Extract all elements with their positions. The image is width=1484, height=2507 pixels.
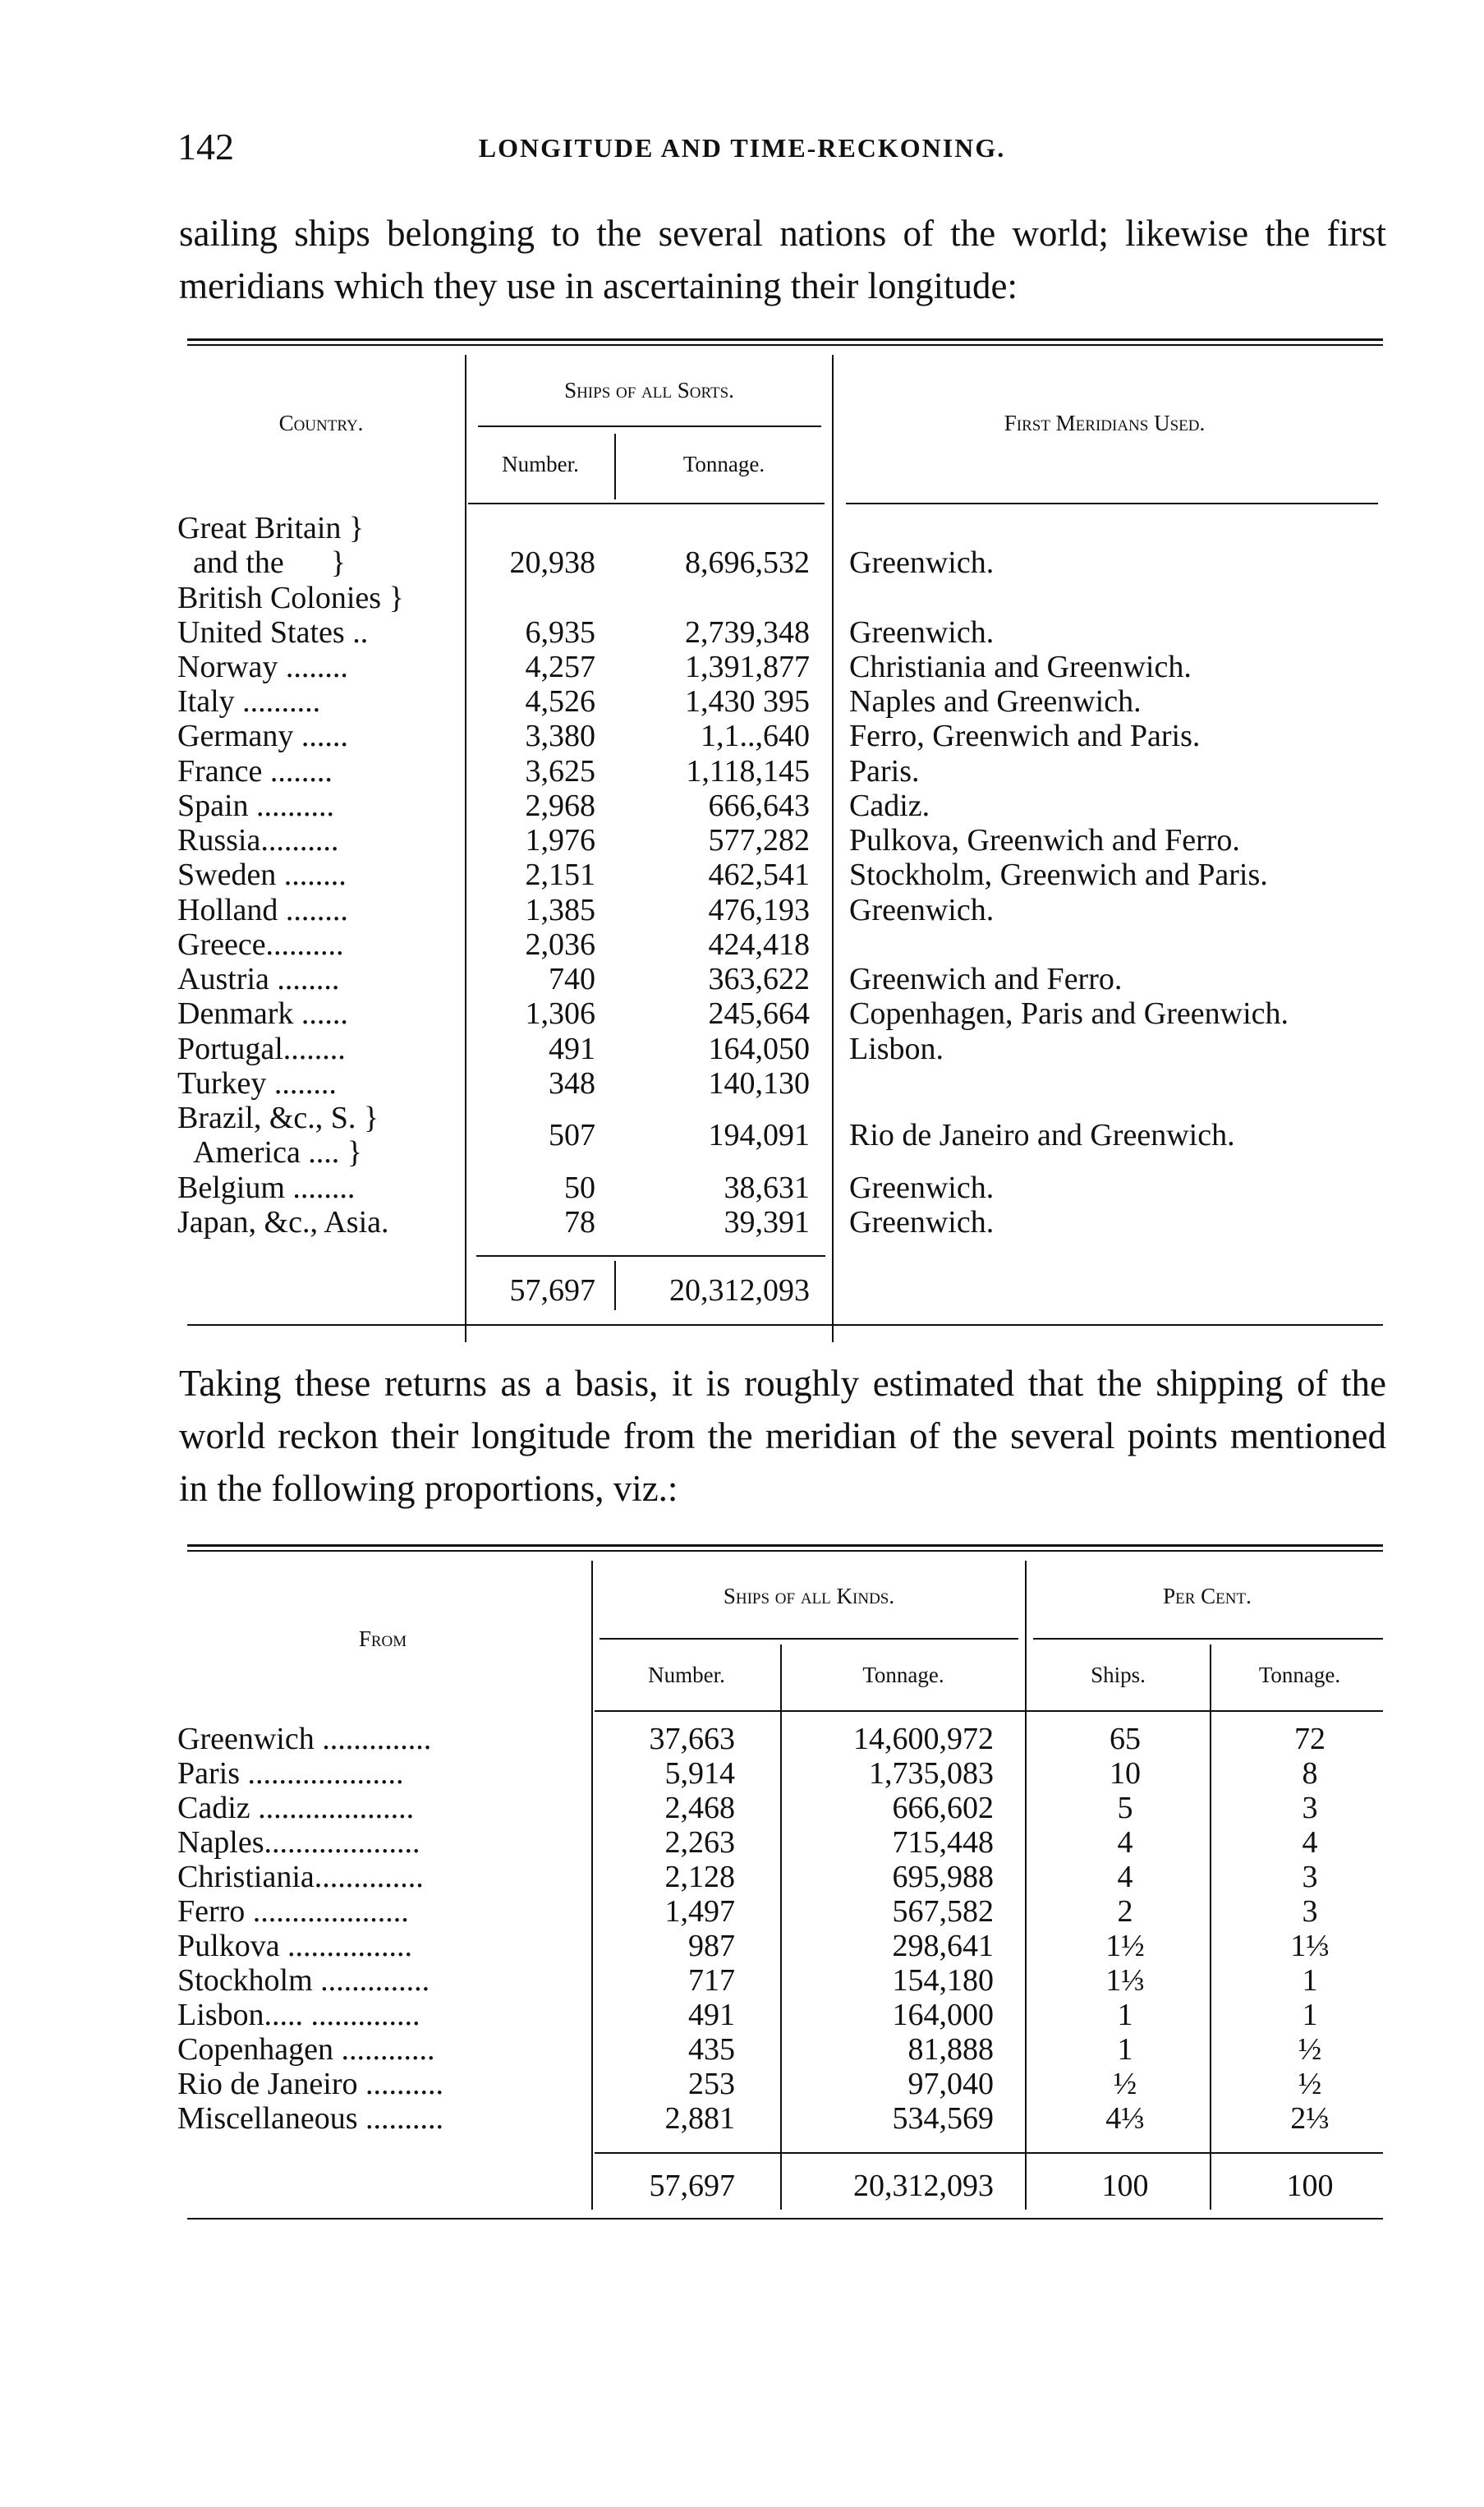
tonnage-pct-cell: 3 — [1302, 1860, 1318, 1894]
table2-total-rule — [595, 2152, 1383, 2154]
header-tonnage: Tonnage. — [682, 452, 765, 476]
header-per-cent: Per Cent. — [1163, 1584, 1252, 1608]
ships-pct-cell: 10 — [1110, 1756, 1141, 1791]
table2-top-rule — [187, 1544, 1383, 1547]
tonnage-cell: 194,091 — [708, 1118, 810, 1152]
number-cell: 4,526 — [525, 684, 595, 719]
country-cell: Norway ........ — [177, 650, 348, 684]
total-tonnage: 20,312,093 — [669, 1273, 810, 1308]
meridian-cell: Greenwich. — [849, 615, 995, 650]
ships-pct-cell: 1⅓ — [1105, 1963, 1145, 1998]
tonnage-cell: 666,602 — [892, 1791, 994, 1825]
ships-pct-cell: 4⅓ — [1105, 2101, 1145, 2136]
tonnage-cell: 298,641 — [892, 1929, 994, 1963]
table2-top-rule-thin — [187, 1550, 1383, 1552]
table1-vrule-2 — [832, 355, 834, 1342]
tonnage-cell: 666,643 — [708, 789, 810, 823]
header-tonnage-pct: Tonnage. — [1258, 1663, 1341, 1687]
header-first-meridians: First Meridians Used. — [1004, 411, 1206, 435]
country-cell: Holland ........ — [177, 893, 348, 927]
meridian-cell: Ferro, Greenwich and Paris. — [849, 719, 1201, 753]
tonnage-cell: 164,000 — [892, 1998, 994, 2032]
tonnage-cell: 1,735,083 — [869, 1756, 994, 1791]
tonnage-cell: 140,130 — [708, 1066, 810, 1101]
from-cell: Miscellaneous .......... — [177, 2101, 444, 2136]
ships-pct-cell: 65 — [1110, 1722, 1141, 1756]
header-number: Number. — [648, 1663, 725, 1687]
number-cell: 987 — [688, 1929, 735, 1963]
ships-pct-cell: 4 — [1117, 1825, 1133, 1860]
number-cell: 2,468 — [664, 1791, 735, 1825]
meridian-cell: Lisbon. — [849, 1032, 944, 1066]
from-cell: Greenwich .............. — [177, 1722, 432, 1756]
ships-pct-cell: 1 — [1117, 2032, 1133, 2067]
table1-total-rule — [476, 1255, 825, 1257]
number-cell: 717 — [688, 1963, 735, 1998]
tonnage-cell: 715,448 — [892, 1825, 994, 1860]
ships-pct-cell: 1 — [1117, 1998, 1133, 2032]
intro-paragraph: sailing ships belonging to the several nations of the world; likewise the first meridians which they use in ascertaining their longitude: — [179, 213, 1386, 306]
header-ships-all-sorts: Ships of all Sorts. — [564, 378, 734, 402]
ships-pct-cell: 2 — [1117, 1894, 1133, 1929]
table1-group-rule — [478, 426, 821, 427]
tonnage-cell: 567,582 — [892, 1894, 994, 1929]
tonnage-pct-cell: 3 — [1302, 1894, 1318, 1929]
tonnage-cell: 695,988 — [892, 1860, 994, 1894]
from-cell: Ferro .................... — [177, 1894, 409, 1929]
header-ships-pct: Ships. — [1091, 1663, 1146, 1687]
tonnage-pct-cell: 4 — [1302, 1825, 1318, 1860]
number-cell: 740 — [549, 962, 595, 996]
country-cell: France ........ — [177, 754, 333, 789]
tonnage-pct-cell: ½ — [1298, 2032, 1322, 2067]
number-cell: 5,914 — [664, 1756, 735, 1791]
tonnage-pct-cell: 2⅓ — [1290, 2101, 1330, 2136]
country-cell: Russia.......... — [177, 823, 339, 858]
table2-vrule-3 — [780, 1644, 782, 2210]
table1-top-rule — [187, 338, 1383, 341]
table1-head-rule-b — [846, 503, 1378, 504]
number-cell: 78 — [564, 1205, 595, 1240]
table2-head-rule — [595, 1710, 1383, 1712]
table1-top-rule-thin — [187, 344, 1383, 346]
tonnage-pct-cell: 72 — [1294, 1722, 1325, 1756]
tonnage-cell: 476,193 — [708, 893, 810, 927]
header-tonnage: Tonnage. — [862, 1663, 944, 1687]
meridian-cell: Christiania and Greenwich. — [849, 650, 1192, 684]
total-ships-pct: 100 — [1101, 2169, 1149, 2203]
from-cell: Lisbon..... .............. — [177, 1998, 420, 2032]
number-cell: 2,128 — [664, 1860, 735, 1894]
number-cell: 20,938 — [509, 545, 595, 580]
from-cell: Pulkova ................ — [177, 1929, 413, 1963]
meridian-cell: Greenwich. — [849, 545, 995, 580]
tonnage-pct-cell: ½ — [1298, 2067, 1322, 2101]
page-number: 142 — [177, 126, 234, 168]
tonnage-cell: 164,050 — [708, 1032, 810, 1066]
country-cell: Denmark ...... — [177, 996, 348, 1031]
table1-head-rule-a — [468, 503, 825, 504]
number-cell: 2,968 — [525, 789, 595, 823]
ships-pct-cell: 1½ — [1105, 1929, 1145, 1963]
number-cell: 37,663 — [649, 1722, 735, 1756]
country-cell: Belgium ........ — [177, 1171, 356, 1205]
from-cell: Christiania.............. — [177, 1860, 424, 1894]
number-cell: 1,497 — [664, 1894, 735, 1929]
meridian-cell: Greenwich and Ferro. — [849, 962, 1123, 996]
table2-bottom-rule — [187, 2218, 1383, 2220]
number-cell: 491 — [688, 1998, 735, 2032]
running-head: LONGITUDE AND TIME-RECKONING. — [478, 133, 1006, 163]
tonnage-cell: 1,118,145 — [686, 754, 810, 789]
meridian-cell: Pulkova, Greenwich and Ferro. — [849, 823, 1240, 858]
number-cell: 3,625 — [525, 754, 595, 789]
total-number: 57,697 — [509, 1273, 595, 1308]
tonnage-cell: 154,180 — [892, 1963, 994, 1998]
ships-pct-cell: 4 — [1117, 1860, 1133, 1894]
middle-paragraph: Taking these returns as a basis, it is roughly estimated that the shipping of the world reckon their longitude from the meridian of the several points mentioned in the following proportions, viz.: — [179, 1363, 1386, 1509]
tonnage-cell: 39,391 — [724, 1205, 810, 1240]
number-cell: 1,976 — [525, 823, 595, 858]
tonnage-cell: 462,541 — [708, 858, 810, 892]
tonnage-cell: 534,569 — [892, 2101, 994, 2136]
number-cell: 253 — [688, 2067, 735, 2101]
country-cell: Turkey ........ — [177, 1066, 337, 1101]
header-ships-all-kinds: Ships of all Kinds. — [723, 1584, 895, 1608]
number-cell: 6,935 — [525, 615, 595, 650]
country-cell: Greece.......... — [177, 927, 344, 962]
tonnage-pct-cell: 1 — [1302, 1963, 1318, 1998]
number-cell: 4,257 — [525, 650, 595, 684]
table2-group-rule-a — [600, 1638, 1018, 1640]
meridian-cell: Greenwich. — [849, 1205, 995, 1240]
country-cell: Brazil, &c., S. } America .... } — [177, 1101, 379, 1171]
country-cell: Great Britain } and the } British Colonies } — [177, 511, 404, 615]
header-number: Number. — [502, 452, 579, 476]
number-cell: 3,380 — [525, 719, 595, 753]
meridian-cell: Greenwich. — [849, 1171, 995, 1205]
tonnage-cell: 14,600,972 — [853, 1722, 994, 1756]
tonnage-cell: 424,418 — [708, 927, 810, 962]
tonnage-cell: 363,622 — [708, 962, 810, 996]
total-tonnage: 20,312,093 — [853, 2169, 994, 2203]
country-cell: United States .. — [177, 615, 369, 650]
ships-pct-cell: ½ — [1113, 2067, 1137, 2101]
meridian-cell: Greenwich. — [849, 893, 995, 927]
tonnage-cell: 8,696,532 — [685, 545, 810, 580]
from-cell: Paris .................... — [177, 1756, 404, 1791]
tonnage-cell: 2,739,348 — [685, 615, 810, 650]
from-cell: Copenhagen ............ — [177, 2032, 435, 2067]
number-cell: 2,263 — [664, 1825, 735, 1860]
country-cell: Italy .......... — [177, 684, 321, 719]
number-cell: 1,385 — [525, 893, 595, 927]
tonnage-pct-cell: 1 — [1302, 1998, 1318, 2032]
country-cell: Austria ........ — [177, 962, 340, 996]
country-cell: Sweden ........ — [177, 858, 347, 892]
number-cell: 2,881 — [664, 2101, 735, 2136]
tonnage-cell: 81,888 — [907, 2032, 994, 2067]
country-cell: Japan, &c., Asia. — [177, 1205, 389, 1240]
table1-bottom-rule — [187, 1324, 1383, 1326]
from-cell: Stockholm .............. — [177, 1963, 430, 1998]
table2-vrule-2 — [1025, 1561, 1027, 2210]
meridian-cell: Paris. — [849, 754, 920, 789]
from-cell: Cadiz .................... — [177, 1791, 415, 1825]
meridian-cell: Naples and Greenwich. — [849, 684, 1142, 719]
table2-group-rule-b — [1033, 1638, 1383, 1640]
table2-vrule-1 — [591, 1561, 593, 2210]
country-cell: Germany ...... — [177, 719, 348, 753]
tonnage-cell: 38,631 — [724, 1171, 810, 1205]
tonnage-pct-cell: 8 — [1302, 1756, 1318, 1791]
table2-vrule-4 — [1210, 1644, 1211, 2210]
meridian-cell: Rio de Janeiro and Greenwich. — [849, 1118, 1235, 1152]
tonnage-cell: 577,282 — [708, 823, 810, 858]
tonnage-cell: 97,040 — [907, 2067, 994, 2101]
header-from: From — [358, 1626, 407, 1651]
number-cell: 2,036 — [525, 927, 595, 962]
ships-pct-cell: 5 — [1117, 1791, 1133, 1825]
tonnage-cell: 1,430 395 — [685, 684, 810, 719]
number-cell: 2,151 — [525, 858, 595, 892]
tonnage-pct-cell: 1⅓ — [1290, 1929, 1330, 1963]
number-cell: 435 — [688, 2032, 735, 2067]
number-cell: 348 — [549, 1066, 595, 1101]
tonnage-cell: 1,391,877 — [685, 650, 810, 684]
tonnage-cell: 1,1..,640 — [701, 719, 810, 753]
country-cell: Portugal........ — [177, 1032, 346, 1066]
country-cell: Spain .......... — [177, 789, 335, 823]
number-cell: 50 — [564, 1171, 595, 1205]
total-number: 57,697 — [649, 2169, 735, 2203]
from-cell: Rio de Janeiro .......... — [177, 2067, 444, 2101]
meridian-cell: Stockholm, Greenwich and Paris. — [849, 858, 1268, 892]
number-cell: 507 — [549, 1118, 595, 1152]
number-cell: 491 — [549, 1032, 595, 1066]
from-cell: Naples.................... — [177, 1825, 420, 1860]
total-tonnage-pct: 100 — [1286, 2169, 1334, 2203]
meridian-cell: Copenhagen, Paris and Greenwich. — [849, 996, 1289, 1031]
tonnage-pct-cell: 3 — [1302, 1791, 1318, 1825]
number-cell: 1,306 — [525, 996, 595, 1031]
tonnage-cell: 245,664 — [708, 996, 810, 1031]
header-country: Country. — [278, 411, 364, 435]
meridian-cell: Cadiz. — [849, 789, 930, 823]
